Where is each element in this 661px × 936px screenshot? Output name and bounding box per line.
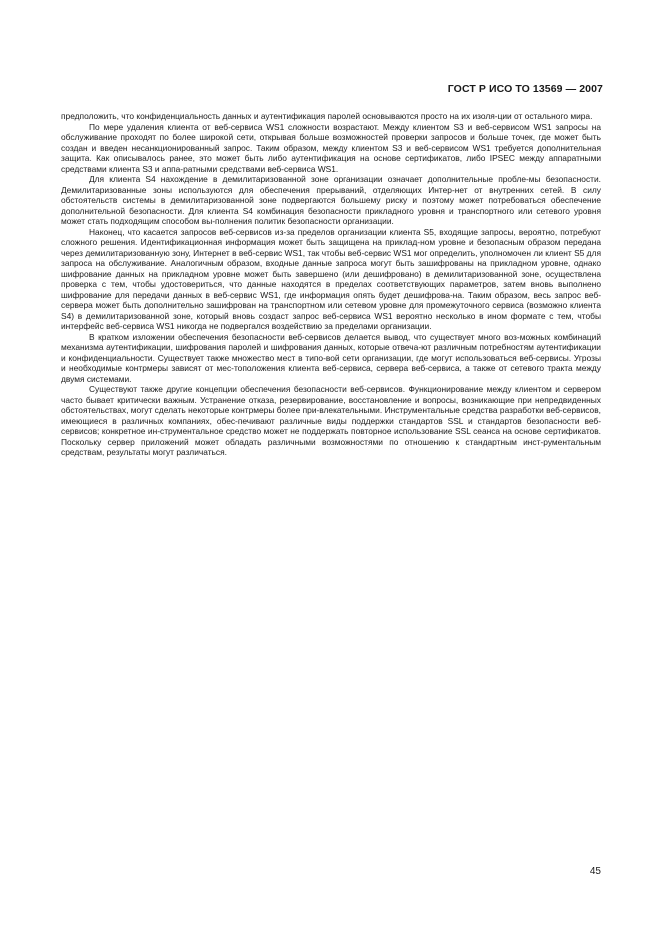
document-header: ГОСТ Р ИСО ТО 13569 — 2007	[447, 83, 603, 95]
paragraph: Наконец, что касается запросов веб-сервисов из-за пределов организации клиента S5, входящие запросы, вероятно, потребуют сложного решения. Идентификационная информация может быть защищена на приклад-ном уровне и безопасным образом передана через демилитаризованную зону, Интернет в веб-сервис WS1, так чтобы веб-сервис WS1 мог определить, уполномочен ли клиент S5 для запроса на обслуживание. Аналогичным образом, входные данные запроса могут быть зашифрованы на прикладном уровне, однако шифрование данных на прикладном уровне может быть завершено (или дешифровано) в демилитаризованной зоне, осуществлена проверка с тем, чтобы удостовериться, что данные находятся в пределах соответствующих параметров, затем вновь выполнено шифрование для передачи данных в веб-сервис WS1, где информация опять будет дешифрова-на. Таким образом, весь запрос веб-сервера может быть дополнительно зашифрован на транспортном или сетевом уровне для промежуточного сервиса (возможно клиента S4) в демилитаризованной зоне, который вновь создаст запрос веб-сервиса WS1 вероятно несколько в ином формате с тем, чтобы интерфейс веб-сервиса WS1 никогда не подвергался воздействию за пределами организации.	[61, 226, 601, 331]
paragraph: По мере удаления клиента от веб-сервиса WS1 сложности возрастают. Между клиентом S3 и веб-сервисом WS1 запросы на обслуживание проходят по более широкой сети, открывая больше возможностей проверки запросов и больше точек, где может быть создан и введен несанкционированный запрос. Таким образом, между клиентом S3 и веб-сервисом WS1 требуется дополнительная защита. Как описывалось ранее, это может быть либо аутентификация на основе сертификатов, либо IPSEC между аппаратными средствами клиента S3 и аппа-ратными средствами веб-сервиса WS1.	[61, 121, 601, 174]
document-body	[61, 111, 601, 458]
paragraph-continuation: предположить, что конфиденциальность данных и аутентификация паролей основываются просто на их изоля-ции от остального мира.	[61, 111, 593, 121]
paragraph: В кратком изложении обеспечения безопасности веб-сервисов делается вывод, что существует много воз-можных комбинаций механизма аутентификации, шифрования паролей и шифрования данных, которые отвеча-ют различным потребностям аутентификации и конфиденциальности. Существует также множество мест в типо-вой сети организации, где могут использоваться веб-сервисы. Угрозы и необходимые контрмеры зависят от мес-тоположения клиента веб-сервиса, сервера веб-сервиса, а также от сетевого тракта между двумя системами.	[61, 331, 601, 384]
paragraph: Существуют также другие концепции обеспечения безопасности веб-сервисов. Функционирование между клиентом и сервером часто бывает критически важным. Устранение отказа, резервирование, восстановление и вопросы, возникающие при непредвиденных обстоятельствах, могут сделать некоторые контрмеры более при-влекательными. Инструментальные средства разработки веб-сервисов, имеющиеся в различных компаниях, обес-печивают различные виды поддержки стандартов SSL и стандартов безопасности веб-сервисов; конкретное ин-струментальное средство может не поддержать повторное использование SSL сеанса на основе сертификатов. Поскольку сервер приложений может обладать различными возможностями по отношению к стандартным инст-рументальным средствам, результаты могут различаться.	[61, 384, 601, 457]
page-number: 45	[589, 866, 601, 877]
paragraph: Для клиента S4 нахождение в демилитаризованной зоне организации означает дополнительные пробле-мы безопасности. Демилитаризованные зоны используются для обеспечения прерываний, отделяющих Интер-нет от внутренних сетей. В силу обстоятельств системы в демилитаризованной зоне подвергаются большему риску и поэтому может потребоваться обеспечение дополнительной безопасности. Для клиента S4 комбинация безопасности прикладного уровня и транспортного или сетевого уровня может стать подходящим способом вы-полнения политик безопасности организации.	[61, 174, 601, 226]
